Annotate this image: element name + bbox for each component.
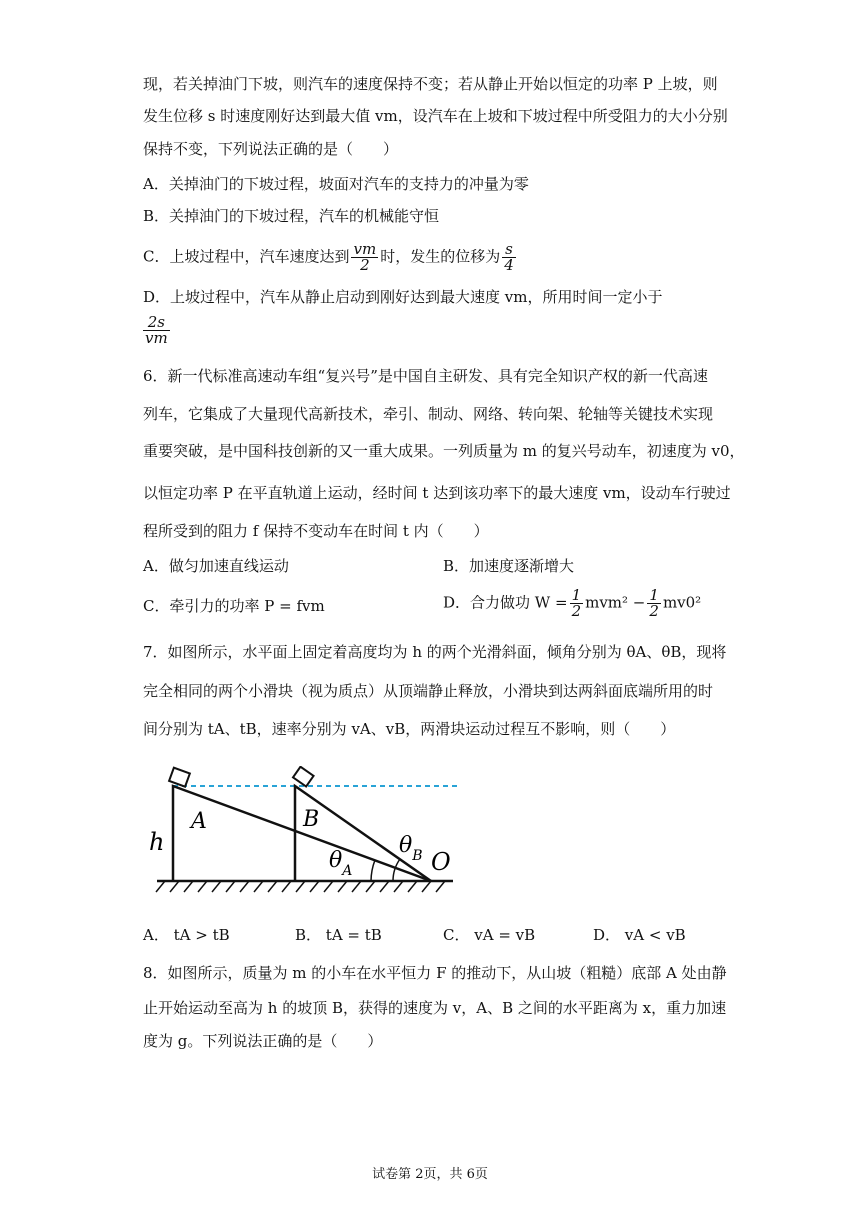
q5-option-c-fraction-1: $\frac{vm}{2}$ <box>353 240 377 274</box>
label-o: O <box>431 848 451 876</box>
label-theta-b: $\theta_B$ <box>399 833 423 864</box>
q7-line-3: 间分别为 tA、tB，速率分别为 vA、vB，两滑块运动过程互不影响，则（ ） <box>143 720 676 738</box>
q5-line-1: 现，若关掉油门下坡，则汽车的速度保持不变；若从静止开始以恒定的功率 P 上坡，则 <box>143 75 718 93</box>
q5-option-d-fraction: $\frac{2s}{vm}$ <box>145 313 168 347</box>
q6-line-1: 6．新一代标准高速动车组“复兴号”是中国自主研发、具有完全知识产权的新一代高速 <box>143 367 708 385</box>
block-b <box>293 767 314 787</box>
q6-option-b: B．加速度逐渐增大 <box>443 557 575 575</box>
label-h: h <box>149 828 165 856</box>
q8-line-3: 度为 g。下列说法正确的是（ ） <box>143 1032 383 1050</box>
q5-option-c-mid-text: 时，发生的位移为 <box>380 247 501 266</box>
ground-hatching <box>156 881 445 892</box>
q5-option-c <box>143 242 518 273</box>
q5-option-b: B．关掉油门的下坡过程，汽车的机械能守恒 <box>143 207 440 225</box>
q8-line-2: 止开始运动至高为 h 的坡顶 B，获得的速度为 v，A、B 之间的水平距离为 x，重力加速 <box>143 999 727 1017</box>
q6-line-2: 列车，它集成了大量现代高新技术，牵引、制动、网络、转向架、轮轴等关键技术实现 <box>143 405 714 423</box>
label-a: A <box>191 809 207 834</box>
angle-arc-a <box>371 860 375 881</box>
q7-option-b: B． tA = tB <box>295 926 382 944</box>
block-a <box>169 768 190 787</box>
q5-line-3: 保持不变，下列说法正确的是（ ） <box>143 140 399 158</box>
q5-option-d: D．上坡过程中，汽车从静止启动到刚好达到最大速度 vm，所用时间一定小于 <box>143 288 663 306</box>
incline-figure <box>143 766 463 898</box>
label-theta-a: $\theta_A$ <box>329 848 353 879</box>
q8-line-1: 8．如图所示，质量为 m 的小车在水平恒力 F 的推动下，从山坡（粗糙）底部 A 处由静 <box>143 964 727 982</box>
q7-line-1: 7．如图所示，水平面上固定着高度均为 h 的两个光滑斜面，倾角分别为 θA、θB，现将 <box>143 643 727 661</box>
q6-line-4: 以恒定功率 P 在平直轨道上运动，经时间 t 达到该功率下的最大速度 vm，设动车行驶过 <box>143 484 731 502</box>
label-b: B <box>303 807 320 832</box>
q6-line-5: 程所受到的阻力 f 保持不变动车在时间 t 内（ ） <box>143 522 489 540</box>
q6-line-3: 重要突破，是中国科技创新的又一重大成果。一列质量为 m 的复兴号动车，初速度为 v0， <box>143 442 745 460</box>
q5-option-a: A．关掉油门的下坡过程，坡面对汽车的支持力的冲量为零 <box>143 175 529 193</box>
q5-option-c-text: C．上坡过程中，汽车速度达到 <box>143 247 350 266</box>
q7-option-a: A． tA > tB <box>143 926 230 944</box>
q7-option-d: D． vA < vB <box>593 926 686 944</box>
incline-a <box>173 786 431 881</box>
q6-option-c: C．牵引力的功率 P = fvm <box>143 597 325 615</box>
q6-option-a: A．做匀加速直线运动 <box>143 557 289 575</box>
q7-option-c: C． vA = vB <box>443 926 536 944</box>
q5-line-2: 发生位移 s 时速度刚好达到最大值 vm，设汽车在上坡和下坡过程中所受阻力的大小分别 <box>143 107 728 125</box>
page-footer: 试卷第 2页，共 6页 <box>372 1167 488 1182</box>
q5-option-c-fraction-2: $\frac{s}{4}$ <box>504 240 514 274</box>
q6-option-d: D．合力做功 W = $\frac{1}{2}$ mvm² − $\frac{1}{2}$ mv0² <box>443 586 702 620</box>
q7-line-2: 完全相同的两个小滑块（视为质点）从顶端静止释放，小滑块到达两斜面底端所用的时 <box>143 682 714 700</box>
